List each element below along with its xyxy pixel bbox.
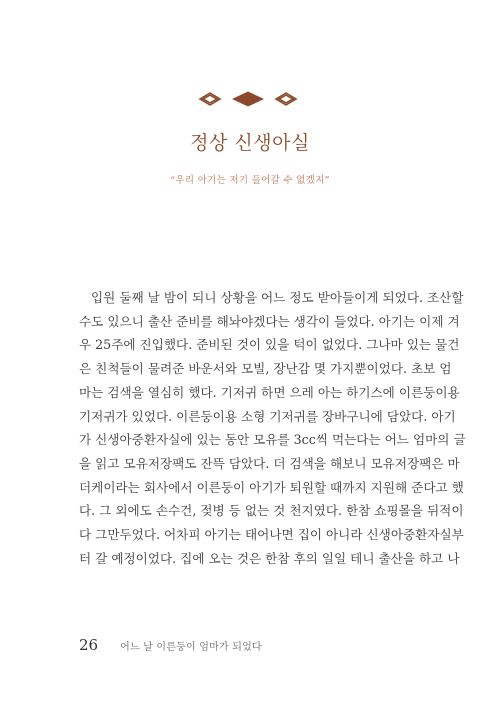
page-footer — [79, 636, 262, 656]
body-line: 가 신생아중환자실에 있는 동안 모유를 3cc씩 먹는다는 어느 엄마의 글 — [79, 432, 466, 448]
body-line: 입원 둘째 날 밤이 되니 상황을 어느 정도 받아들이게 되었다. 조산할 — [91, 290, 464, 305]
body-line: 터 갈 예정이었다. 집에 오는 것은 한참 후의 일일 테니 출산을 하고 나 — [79, 550, 460, 566]
diamond-outline-right-icon — [276, 93, 296, 105]
page-number: 26 — [79, 636, 99, 654]
body-line: 수도 있으니 출산 준비를 해놔야겠다는 생각이 들었다. 아기는 이제 겨 — [79, 313, 460, 329]
body-line: 더케이라는 회사에서 이른둥이 아기가 퇴원할 때까지 지원해 준다고 했 — [79, 479, 464, 495]
diamond-filled-center-icon — [232, 92, 264, 107]
body-line: 을 읽고 모유저장팩도 잔뜩 담았다. 더 검색을 해보니 모유저장팩은 마 — [79, 455, 460, 471]
diamond-outline-left-icon — [200, 93, 220, 105]
chapter-ornament — [0, 88, 500, 110]
running-book-title: 어느 날 이른둥이 엄마가 되었다 — [120, 642, 262, 653]
chapter-title: 정상 신생아실 — [190, 132, 310, 154]
body-line: 은 친척들이 물려준 바운서와 모빌, 장난감 몇 가지뿐이었다. 초보 엄 — [79, 361, 452, 377]
body-line: 마는 검색을 열심히 했다. 기저귀 하면 으레 아는 하기스에 이른둥이용 — [79, 384, 460, 400]
body-line: 다 그만두었다. 어차피 아기는 태어나면 집이 아니라 신생아중환자실부 — [79, 527, 464, 543]
body-line: 우 25주에 진입했다. 준비된 것이 있을 턱이 없었다. 그나마 있는 물건 — [79, 337, 460, 353]
body-line: 기저귀가 있었다. 이른둥이용 소형 기저귀를 장바구니에 담았다. 아기 — [79, 408, 456, 424]
body-paragraph — [79, 286, 466, 570]
chapter-subtitle: “우리 아기는 저기 들어갈 수 없겠지” — [170, 175, 330, 186]
body-line: 다. 그 외에도 손수건, 젖병 등 없는 것 천지였다. 한참 쇼핑몰을 뒤적이 — [79, 503, 464, 519]
